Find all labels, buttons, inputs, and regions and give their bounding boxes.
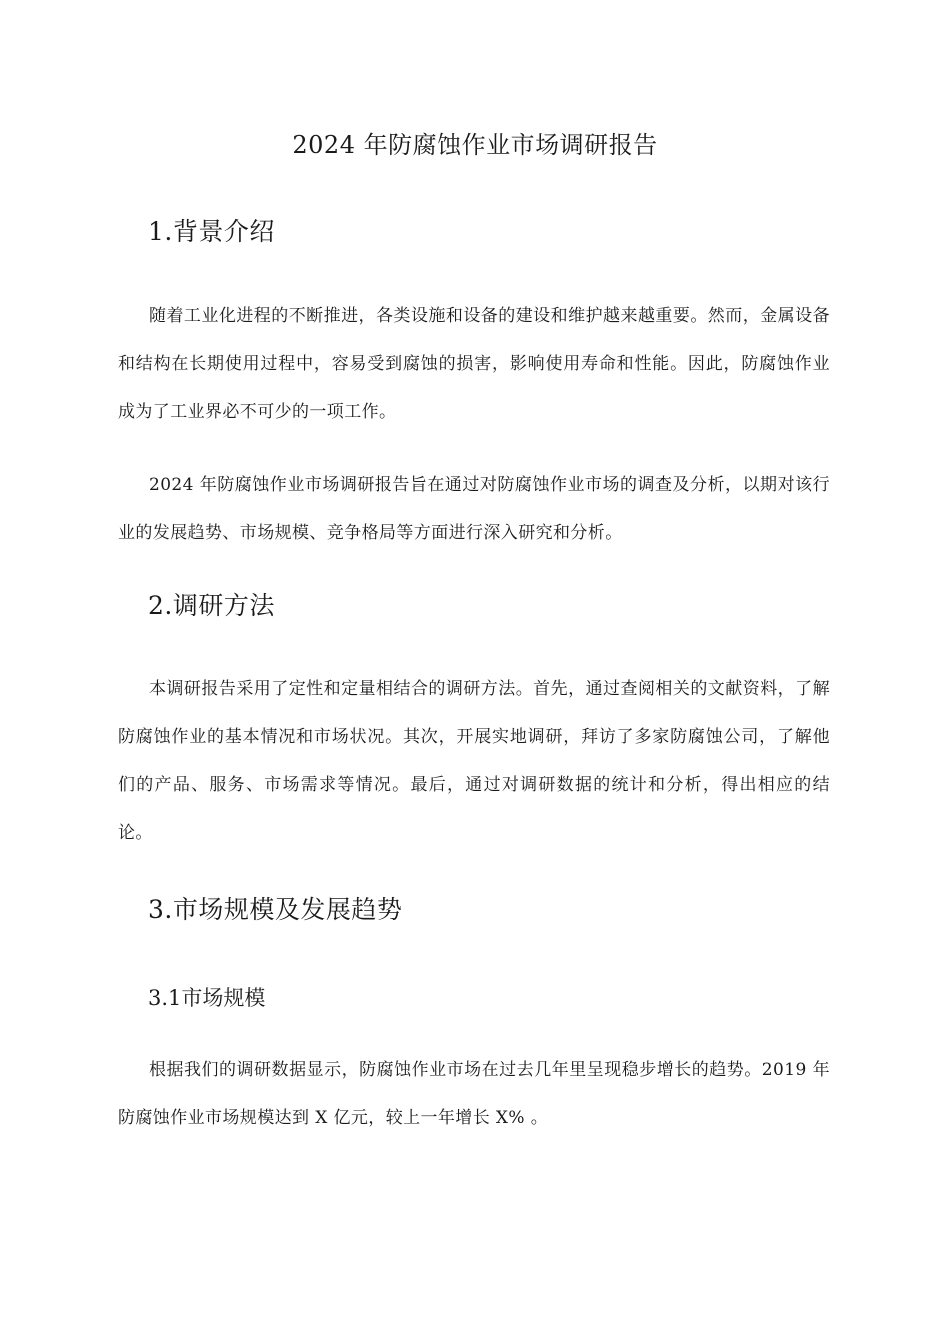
section-1-paragraph-1: 随着工业化进程的不断推进，各类设施和设备的建设和维护越来越重要。然而，金属设备和结构在长期使用过程中，容易受到腐蚀的损害，影响使用寿命和性能。因此，防腐蚀作业成为了工业界必不可少的一项工作。	[118, 306, 830, 422]
document-title: 2024 年防腐蚀作业市场调研报告	[292, 131, 658, 159]
section-1-heading: 1.背景介绍	[148, 217, 275, 246]
section-1-paragraph-2: 2024 年防腐蚀作业市场调研报告旨在通过对防腐蚀作业市场的调查及分析，以期对该行业的发展趋势、市场规模、竞争格局等方面进行深入研究和分析。	[118, 475, 830, 543]
section-3-1-heading: 3.1市场规模	[148, 986, 266, 1010]
section-2-heading: 2.调研方法	[148, 591, 275, 620]
section-2-paragraph-1: 本调研报告采用了定性和定量相结合的调研方法。首先，通过查阅相关的文献资料，了解防腐蚀作业的基本情况和市场状况。其次，开展实地调研，拜访了多家防腐蚀公司，了解他们的产品、服务、市场需求等情况。最后，通过对调研数据的统计和分析，得出相应的结论。	[118, 679, 830, 843]
section-3-heading: 3.市场规模及发展趋势	[148, 895, 403, 924]
section-3-1-paragraph-1: 根据我们的调研数据显示，防腐蚀作业市场在过去几年里呈现稳步增长的趋势。2019 年防腐蚀作业市场规模达到 X 亿元，较上一年增长 X% 。	[118, 1060, 830, 1128]
